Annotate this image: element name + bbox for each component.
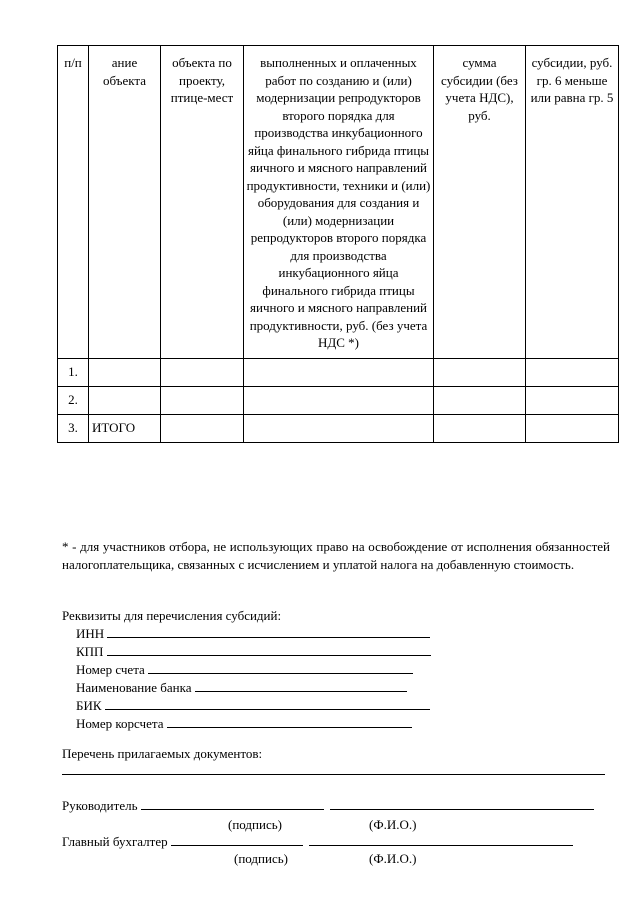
requisite-label: Наименование банка: [76, 680, 192, 695]
accountant-signature-row: [62, 833, 573, 851]
signature-line: [141, 797, 324, 810]
row-number: 1.: [58, 358, 89, 386]
row-number: 3.: [58, 414, 89, 442]
footnote: * - для участников отбора, не использующих право на освобождение от исполнения обязанностей налогоплательщика, связанных с исчислением и уплатой налога на добавленную стоимость.: [62, 539, 610, 572]
fill-line: [195, 679, 407, 692]
fill-line: [105, 697, 430, 710]
name-caption: (Ф.И.О.): [369, 817, 417, 832]
requisite-inn: [76, 625, 430, 643]
table-row: [58, 386, 619, 414]
requisite-bik: [76, 697, 430, 715]
header-cell-subsidy-amount: сумма субсидии (без учета НДС), руб.: [434, 46, 526, 359]
subsidy-table: [57, 45, 619, 443]
table-cell: [244, 386, 434, 414]
table-cell: [161, 386, 244, 414]
fill-line: [107, 625, 430, 638]
table-cell: [526, 358, 619, 386]
table-cell: [434, 386, 526, 414]
requisite-bank: [76, 679, 407, 697]
fill-line: [107, 643, 431, 656]
header-cell-subsidy-requested: субсидии, руб. гр. 6 меньше или равна гр. 5: [526, 46, 619, 359]
header-cell-object-name: ание объекта: [89, 46, 161, 359]
table-cell: [161, 358, 244, 386]
row-name: ИТОГО: [89, 414, 161, 442]
requisite-label: БИК: [76, 698, 102, 713]
name-line: [330, 797, 594, 810]
head-label: Руководитель: [62, 798, 138, 813]
row-number: 2.: [58, 386, 89, 414]
table-row: [58, 414, 619, 442]
table-header-row: [58, 46, 619, 359]
signature-line: [171, 833, 303, 846]
table-row: [58, 358, 619, 386]
table-cell: [244, 358, 434, 386]
signature-caption: (подпись): [234, 851, 288, 866]
row-name: [89, 386, 161, 414]
name-caption: (Ф.И.О.): [369, 851, 417, 866]
table-cell: [526, 386, 619, 414]
accountant-label: Главный бухгалтер: [62, 834, 168, 849]
fill-line: [167, 715, 412, 728]
requisite-corr-account: [76, 715, 412, 733]
requisite-label: Номер счета: [76, 662, 145, 677]
table-cell: [434, 358, 526, 386]
row-name: [89, 358, 161, 386]
table-cell: [434, 414, 526, 442]
requisite-label: КПП: [76, 644, 104, 659]
header-cell-costs: выполненных и оплаченных работ по созданию и (или) модернизации репродукторов второго порядка для производства инкубационного яйца финального гибрида птицы яичного и мясного направлений продуктивности, техники и (или) оборудования для создания и (или) модернизации репродукторов второго порядка для производства инкубационного яйца финального гибрида птицы яичного и мясного направлений продуктивности, руб. (без учета НДС *): [244, 46, 434, 359]
documents-title: Перечень прилагаемых документов:: [62, 746, 263, 761]
table-cell: [244, 414, 434, 442]
table-cell: [161, 414, 244, 442]
header-cell-capacity: объекта по проекту, птице-мест: [161, 46, 244, 359]
requisite-label: Номер корсчета: [76, 716, 164, 731]
requisite-account: [76, 661, 413, 679]
signature-caption: (подпись): [228, 817, 282, 832]
requisite-kpp: [76, 643, 431, 661]
documents-line: [62, 774, 605, 775]
table-cell: [526, 414, 619, 442]
name-line: [309, 833, 573, 846]
header-cell-number: п/п: [58, 46, 89, 359]
requisites-title: Реквизиты для перечисления субсидий:: [62, 608, 282, 623]
fill-line: [148, 661, 413, 674]
head-signature-row: [62, 797, 594, 815]
requisite-label: ИНН: [76, 626, 105, 641]
